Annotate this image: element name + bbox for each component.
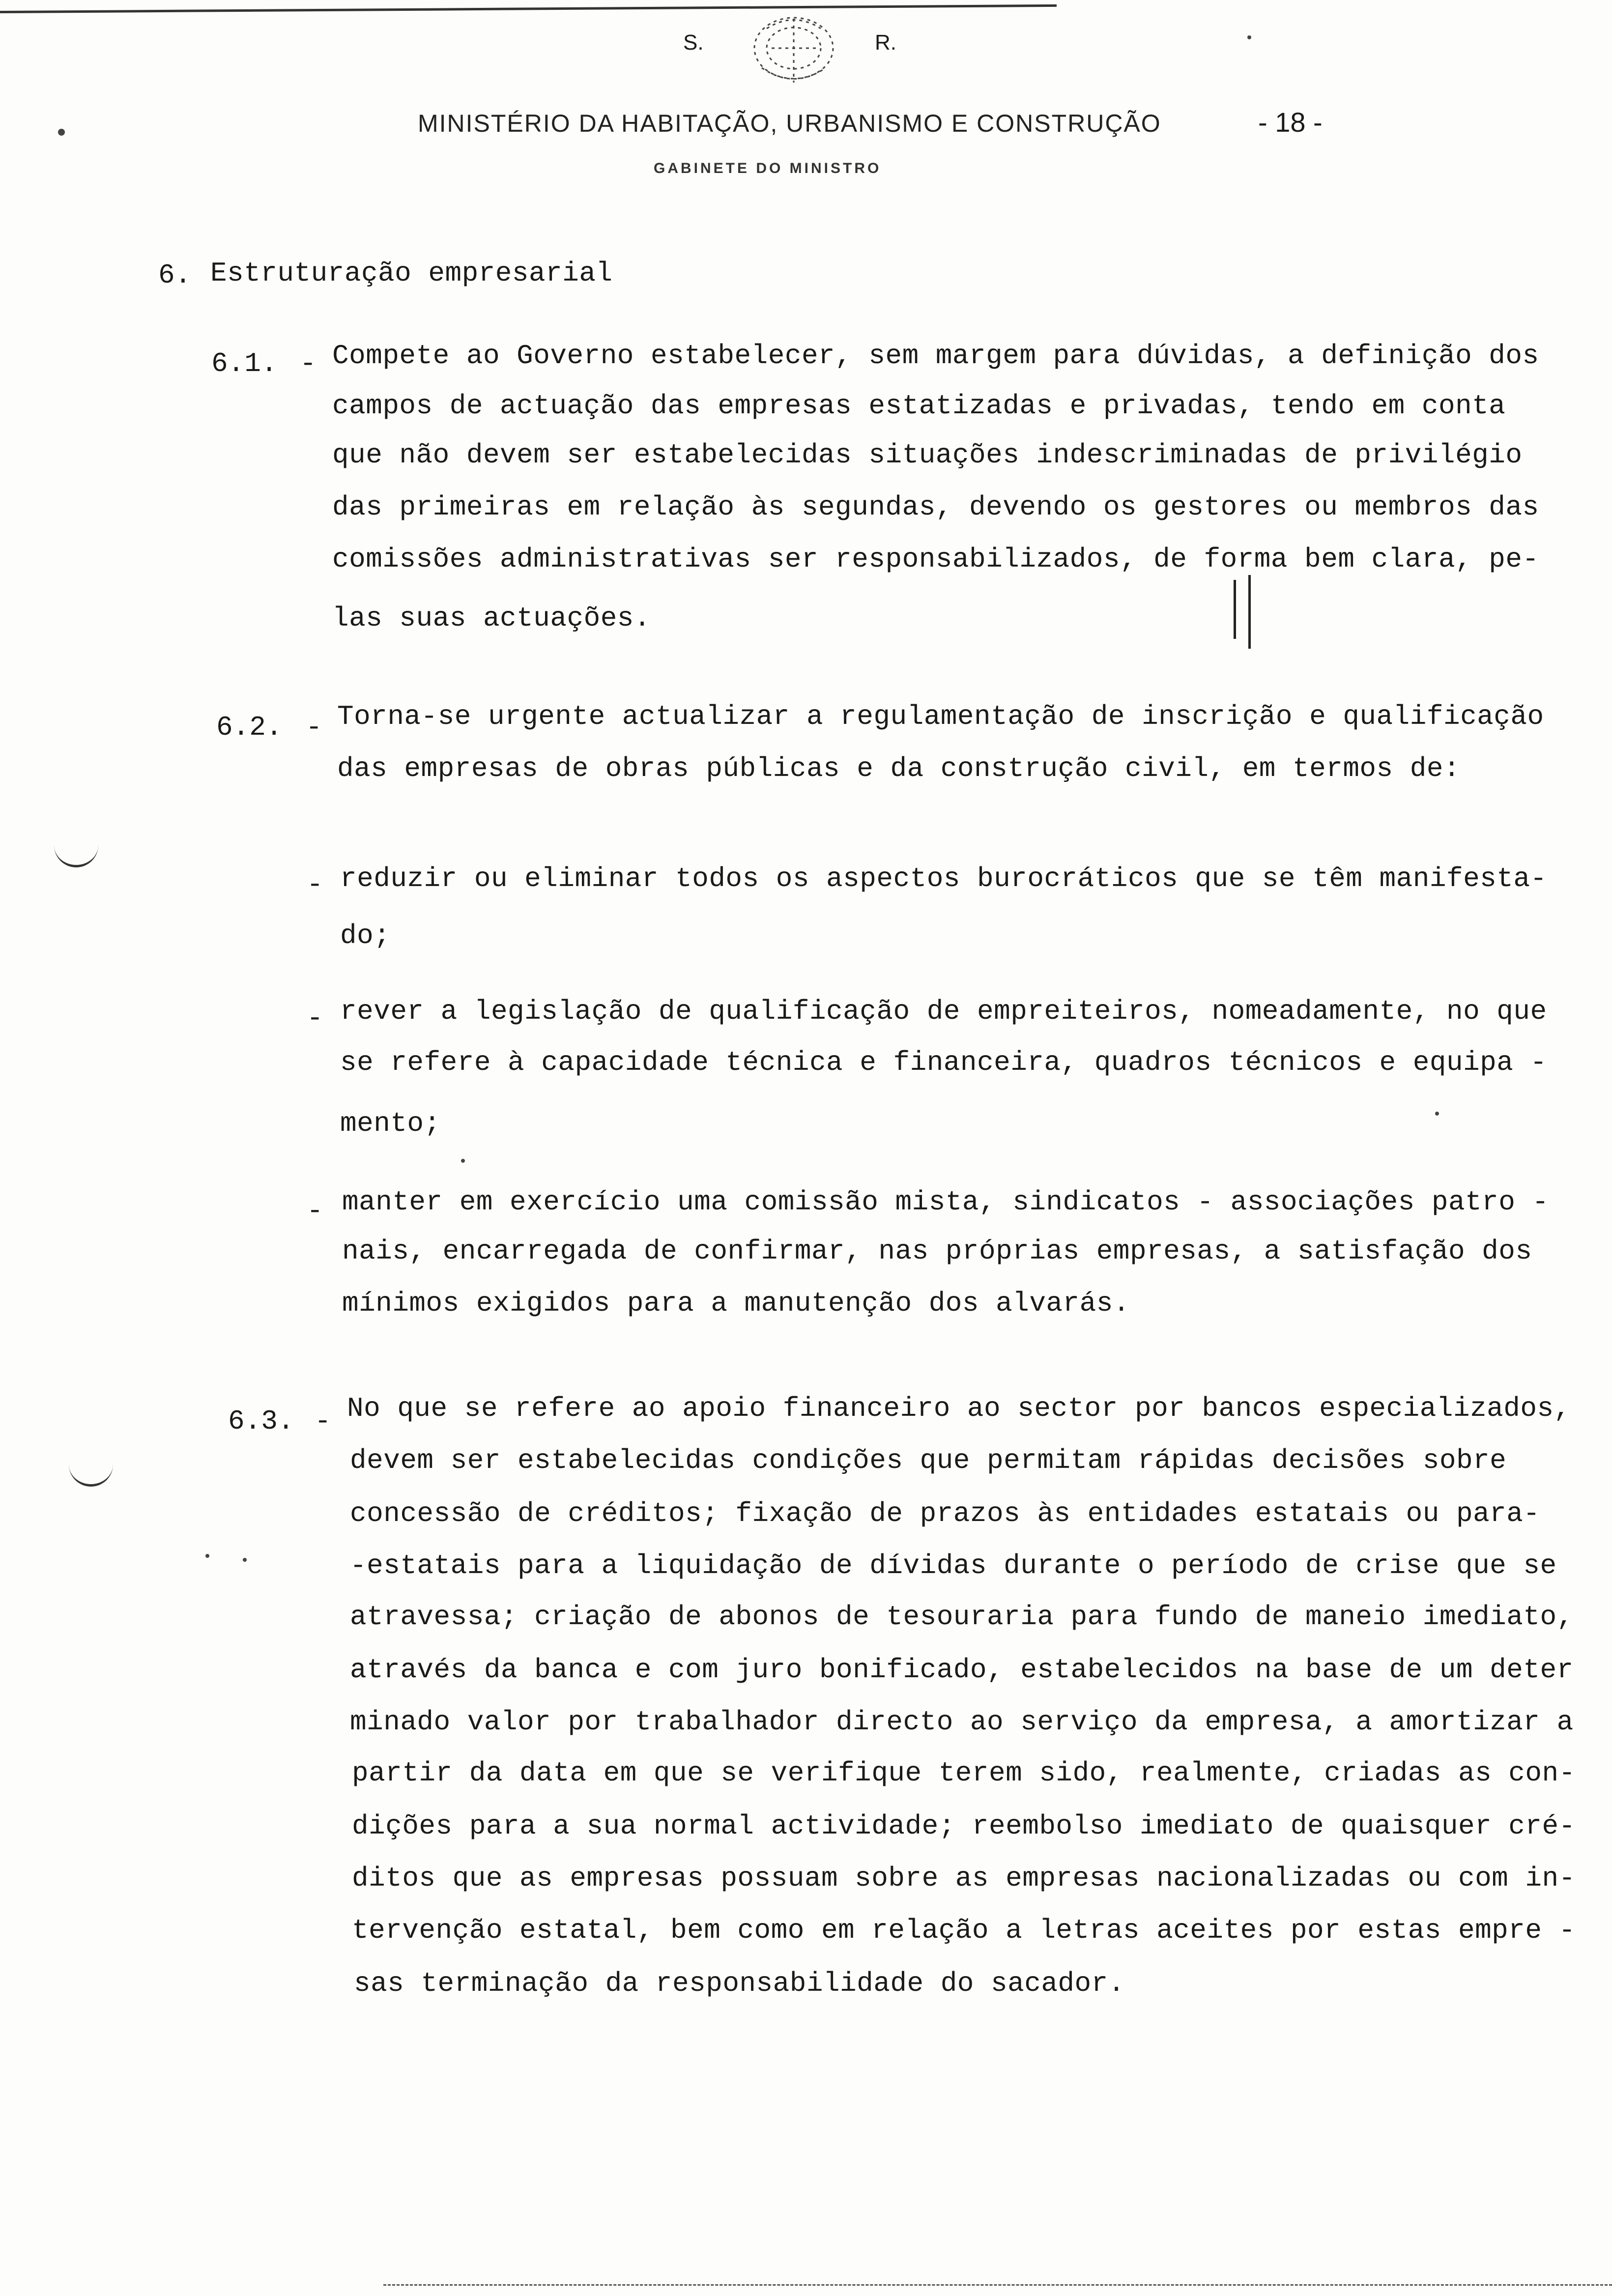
paragraph-line: tervenção estatal, bem como em relação a letras aceites por estas empre - — [352, 1915, 1576, 1946]
scan-speck — [461, 1159, 465, 1163]
paragraph-6-1-dash: - — [300, 348, 317, 379]
paragraph-line: dições para a sua normal actividade; reembolso imediato de quaisquer cré- — [352, 1810, 1576, 1842]
bottom-rule-line — [383, 2284, 1612, 2286]
scan-speck — [243, 1558, 247, 1562]
paragraph-line: atravessa; criação de abonos de tesouraria para fundo de maneio imediato, — [350, 1601, 1574, 1633]
paragraph-line: las suas actuações. — [332, 603, 651, 634]
paragraph-6-2-dash: - — [306, 712, 322, 743]
bullet-dash: - — [307, 1195, 323, 1227]
scan-speck — [58, 129, 65, 136]
cabinet-subheading: GABINETE DO MINISTRO — [654, 160, 882, 176]
paragraph-line: das empresas de obras públicas e da construção civil, em termos de: — [337, 753, 1461, 784]
paragraph-line: No que se refere ao apoio financeiro ao sector por bancos especializados, — [347, 1393, 1571, 1424]
coat-of-arms-seal-icon — [737, 9, 850, 92]
paragraph-6-1-number: 6.1. — [211, 348, 278, 379]
section-title: Estruturação empresarial — [210, 258, 613, 289]
paragraph-line: se refere à capacidade técnica e financeira, quadros técnicos e equipa - — [340, 1047, 1547, 1078]
paragraph-line: concessão de créditos; fixação de prazos às entidades estatais ou para- — [350, 1498, 1540, 1529]
paragraph-line: partir da data em que se verifique terem sido, realmente, criadas as con- — [352, 1757, 1576, 1789]
paragraph-6-3-number: 6.3. — [228, 1406, 294, 1437]
paragraph-line: mínimos exigidos para a manutenção dos alvarás. — [342, 1288, 1130, 1319]
ministry-heading: MINISTÉRIO DA HABITAÇÃO, URBANISMO E CONSTRUÇÃO — [418, 110, 1161, 137]
margin-mark — [1234, 580, 1236, 639]
paragraph-line: manter em exercício uma comissão mista, sindicatos - associações patro - — [342, 1186, 1549, 1218]
header-initial-right: R. — [875, 30, 896, 55]
binder-mark — [54, 845, 98, 867]
paragraph-line: devem ser estabelecidas condições que permitam rápidas decisões sobre — [350, 1445, 1507, 1476]
paragraph-line: comissões administrativas ser responsabilizados, de forma bem clara, pe- — [332, 544, 1539, 575]
paragraph-line: através da banca e com juro bonificado, estabelecidos na base de um deter — [350, 1654, 1574, 1686]
paragraph-line: sas terminação da responsabilidade do sacador. — [354, 1968, 1125, 1999]
scan-speck — [205, 1554, 209, 1558]
paragraph-line: Compete ao Governo estabelecer, sem margem para dúvidas, a definição dos — [332, 340, 1539, 372]
paragraph-line: reduzir ou eliminar todos os aspectos burocráticos que se têm manifesta- — [340, 863, 1547, 894]
paragraph-6-3-dash: - — [315, 1406, 331, 1437]
scan-speck — [1247, 35, 1251, 39]
paragraph-line: do; — [340, 920, 391, 951]
binder-mark — [69, 1464, 113, 1487]
bullet-dash: - — [307, 869, 323, 900]
paragraph-line: rever a legislação de qualificação de empreiteiros, nomeadamente, no que — [340, 996, 1547, 1027]
paragraph-line: que não devem ser estabelecidas situações indescriminadas de privilégio — [332, 439, 1523, 471]
header-initial-left: S. — [683, 30, 704, 55]
paragraph-line: nais, encarregada de confirmar, nas próprias empresas, a satisfação dos — [342, 1235, 1532, 1267]
top-rule-line — [0, 4, 1057, 13]
paragraph-line: Torna-se urgente actualizar a regulamentação de inscrição e qualificação — [337, 701, 1544, 732]
page-number: - 18 - — [1258, 107, 1323, 138]
paragraph-line: -estatais para a liquidação de dívidas durante o período de crise que se — [350, 1550, 1557, 1581]
paragraph-line: mento; — [340, 1108, 441, 1139]
paragraph-6-2-number: 6.2. — [216, 712, 283, 743]
scan-speck — [1435, 1112, 1439, 1116]
bullet-dash: - — [307, 1003, 323, 1034]
paragraph-line: minado valor por trabalhador directo ao serviço da empresa, a amortizar a — [350, 1706, 1574, 1738]
paragraph-line: ditos que as empresas possuam sobre as empresas nacionalizadas ou com in- — [352, 1863, 1576, 1894]
paragraph-line: campos de actuação das empresas estatizadas e privadas, tendo em conta — [332, 390, 1506, 422]
margin-mark — [1248, 575, 1251, 649]
section-number: 6. — [158, 259, 192, 291]
paragraph-line: das primeiras em relação às segundas, devendo os gestores ou membros das — [332, 491, 1539, 523]
